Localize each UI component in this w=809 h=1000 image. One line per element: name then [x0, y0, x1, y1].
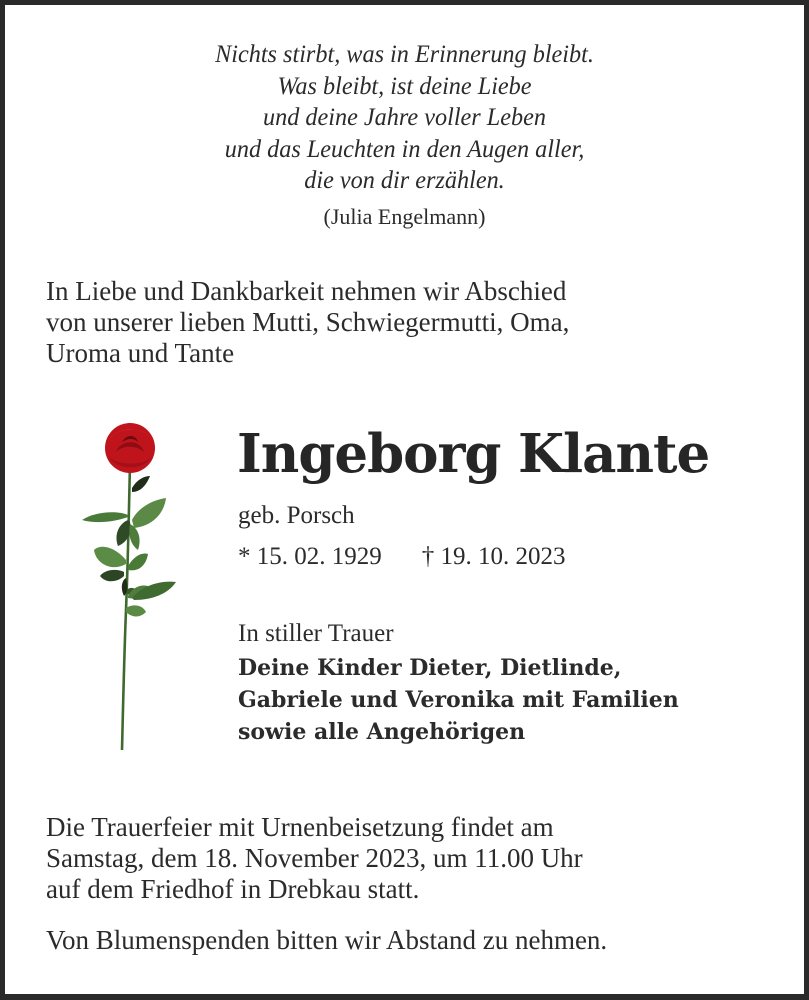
intro-line: Uroma und Tante — [46, 338, 235, 368]
mourners-line: Deine Kinder Dieter, Dietlinde, — [238, 655, 622, 681]
mourners-line: Gabriele und Veronika mit Familien — [238, 687, 679, 713]
red-rose-icon — [72, 420, 192, 755]
quote-line: und deine Jahre voller Leben — [262, 102, 546, 131]
deceased-name: Ingeborg Klante — [237, 423, 710, 485]
mourners-list — [238, 652, 679, 748]
birth-date: * 15. 02. 1929 — [238, 543, 382, 570]
ceremony-line: auf dem Friedhof in Drebkau statt. — [46, 874, 420, 904]
quote-line: Was bleibt, ist deine Liebe — [277, 70, 532, 100]
quote-line: und das Leuchten in den Augen aller, — [224, 133, 585, 163]
intro-line: In Liebe und Dankbarkeit nehmen wir Abschied — [46, 276, 567, 306]
quote-line: die von dir erzählen. — [304, 165, 505, 194]
maiden-name: geb. Porsch — [238, 502, 355, 529]
ceremony-line: Die Trauerfeier mit Urnenbeisetzung findet am — [46, 812, 554, 842]
quote-author: (Julia Engelmann) — [323, 204, 486, 229]
intro-line: von unserer lieben Mutti, Schwiegermutti, Oma, — [46, 307, 570, 337]
ceremony-info — [46, 812, 766, 905]
life-dates — [238, 541, 566, 573]
mourners-line: sowie alle Angehörigen — [238, 719, 526, 745]
ceremony-line: Samstag, dem 18. November 2023, um 11.00 Uhr — [46, 843, 583, 873]
flowers-note: Von Blumenspenden bitten wir Abstand zu nehmen. — [46, 925, 608, 955]
mourners-label: In stiller Trauer — [238, 620, 394, 647]
memorial-quote — [20, 38, 789, 196]
quote-line: Nichts stirbt, was in Erinnerung bleibt. — [215, 39, 594, 68]
intro-text — [46, 276, 766, 369]
death-date: † 19. 10. 2023 — [421, 543, 566, 570]
